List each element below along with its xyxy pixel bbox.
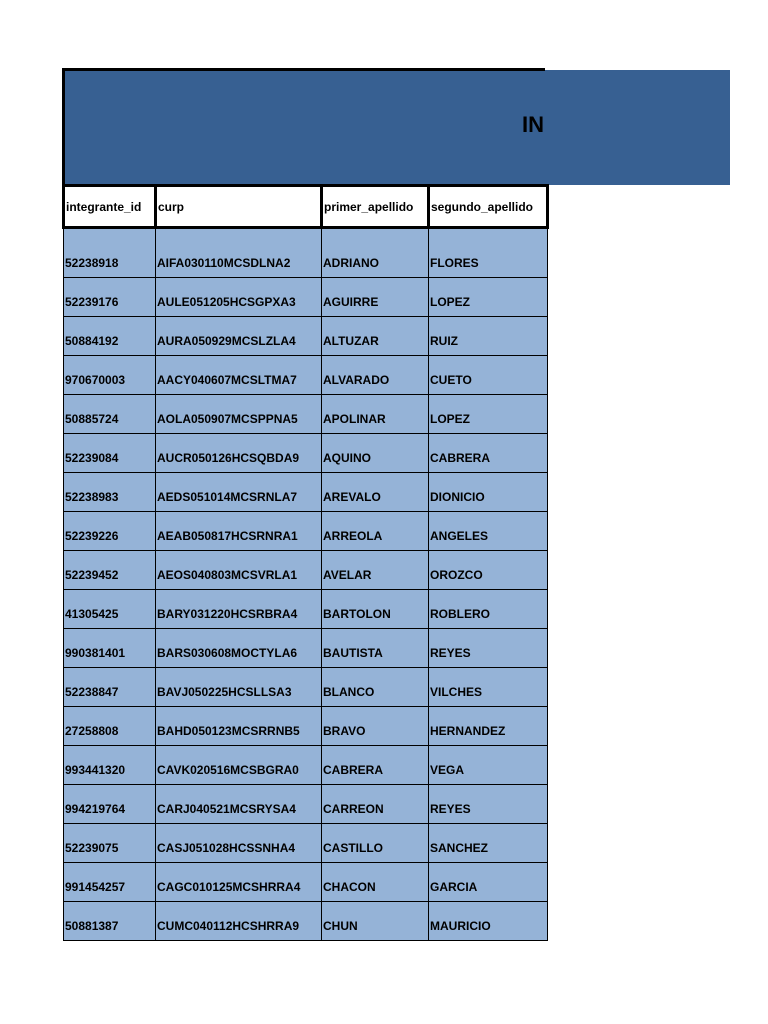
cell-curp: AUCR050126HCSQBDA9 [156,434,322,473]
cell-integrante-id: 50885724 [64,395,156,434]
cell-integrante-id: 52238918 [64,228,156,278]
cell-curp: BAVJ050225HCSLLSA3 [156,668,322,707]
cell-curp: AACY040607MCSLTMA7 [156,356,322,395]
banner-title: IN [522,112,544,137]
cell-primer-apellido: ADRIANO [322,228,429,278]
cell-primer-apellido: AQUINO [322,434,429,473]
cell-segundo-apellido: DIONICIO [429,473,548,512]
column-header-segundo-apellido: segundo_apellido [429,186,548,228]
table-row [64,228,548,278]
cell-segundo-apellido: LOPEZ [429,278,548,317]
cell-curp: AIFA030110MCSDLNA2 [156,228,322,278]
cell-curp: AEDS051014MCSRNLA7 [156,473,322,512]
cell-curp: CASJ051028HCSSNHA4 [156,824,322,863]
cell-integrante-id: 52239226 [64,512,156,551]
cell-integrante-id: 52238847 [64,668,156,707]
cell-segundo-apellido: SANCHEZ [429,824,548,863]
cell-curp: CARJ040521MCSRYSA4 [156,785,322,824]
cell-segundo-apellido: MAURICIO [429,902,548,941]
table-row [64,707,548,746]
cell-curp: BAHD050123MCSRRNB5 [156,707,322,746]
table-row [64,902,548,941]
column-header-integrante-id: integrante_id [64,186,156,228]
cell-integrante-id: 990381401 [64,629,156,668]
cell-primer-apellido: AVELAR [322,551,429,590]
table-row [64,317,548,356]
cell-segundo-apellido: REYES [429,629,548,668]
table-row [64,863,548,902]
header-banner [62,68,545,185]
table-row [64,629,548,668]
cell-primer-apellido: CABRERA [322,746,429,785]
cell-integrante-id: 52239452 [64,551,156,590]
cell-segundo-apellido: FLORES [429,228,548,278]
cell-segundo-apellido: CABRERA [429,434,548,473]
cell-curp: AULE051205HCSGPXA3 [156,278,322,317]
cell-integrante-id: 27258808 [64,707,156,746]
table-row [64,590,548,629]
table-row [64,551,548,590]
cell-integrante-id: 52239084 [64,434,156,473]
column-header-primer-apellido: primer_apellido [322,186,429,228]
cell-primer-apellido: APOLINAR [322,395,429,434]
cell-primer-apellido: BARTOLON [322,590,429,629]
column-header-curp: curp [156,186,322,228]
table-row [64,668,548,707]
cell-segundo-apellido: HERNANDEZ [429,707,548,746]
cell-curp: CUMC040112HCSHRRA9 [156,902,322,941]
cell-integrante-id: 52239075 [64,824,156,863]
cell-integrante-id: 52239176 [64,278,156,317]
cell-integrante-id: 970670003 [64,356,156,395]
table-row [64,356,548,395]
cell-segundo-apellido: CUETO [429,356,548,395]
table-row [64,824,548,863]
cell-curp: BARS030608MOCTYLA6 [156,629,322,668]
cell-curp: AURA050929MCSLZLA4 [156,317,322,356]
cell-integrante-id: 993441320 [64,746,156,785]
cell-primer-apellido: BRAVO [322,707,429,746]
table-row [64,278,548,317]
cell-curp: CAVK020516MCSBGRA0 [156,746,322,785]
table-row [64,434,548,473]
table-row [64,395,548,434]
cell-primer-apellido: AGUIRRE [322,278,429,317]
cell-segundo-apellido: VILCHES [429,668,548,707]
header-row [64,186,548,228]
cell-integrante-id: 52238983 [64,473,156,512]
cell-curp: AEAB050817HCSRNRA1 [156,512,322,551]
cell-curp: AOLA050907MCSPPNA5 [156,395,322,434]
cell-curp: BARY031220HCSRBRA4 [156,590,322,629]
members-table [62,184,549,941]
cell-segundo-apellido: GARCIA [429,863,548,902]
cell-segundo-apellido: LOPEZ [429,395,548,434]
header-banner-extension [545,70,730,185]
cell-primer-apellido: CHUN [322,902,429,941]
table-row [64,512,548,551]
cell-primer-apellido: CASTILLO [322,824,429,863]
table-row [64,473,548,512]
cell-integrante-id: 41305425 [64,590,156,629]
cell-curp: AEOS040803MCSVRLA1 [156,551,322,590]
cell-segundo-apellido: RUIZ [429,317,548,356]
cell-primer-apellido: BAUTISTA [322,629,429,668]
cell-primer-apellido: ARREOLA [322,512,429,551]
cell-primer-apellido: AREVALO [322,473,429,512]
cell-segundo-apellido: REYES [429,785,548,824]
cell-segundo-apellido: ANGELES [429,512,548,551]
cell-primer-apellido: BLANCO [322,668,429,707]
cell-integrante-id: 991454257 [64,863,156,902]
cell-integrante-id: 994219764 [64,785,156,824]
cell-segundo-apellido: OROZCO [429,551,548,590]
cell-curp: CAGC010125MCSHRRA4 [156,863,322,902]
cell-primer-apellido: CHACON [322,863,429,902]
cell-integrante-id: 50881387 [64,902,156,941]
cell-primer-apellido: ALVARADO [322,356,429,395]
cell-primer-apellido: ALTUZAR [322,317,429,356]
cell-integrante-id: 50884192 [64,317,156,356]
table-row [64,785,548,824]
cell-segundo-apellido: VEGA [429,746,548,785]
table-row [64,746,548,785]
cell-segundo-apellido: ROBLERO [429,590,548,629]
cell-primer-apellido: CARREON [322,785,429,824]
